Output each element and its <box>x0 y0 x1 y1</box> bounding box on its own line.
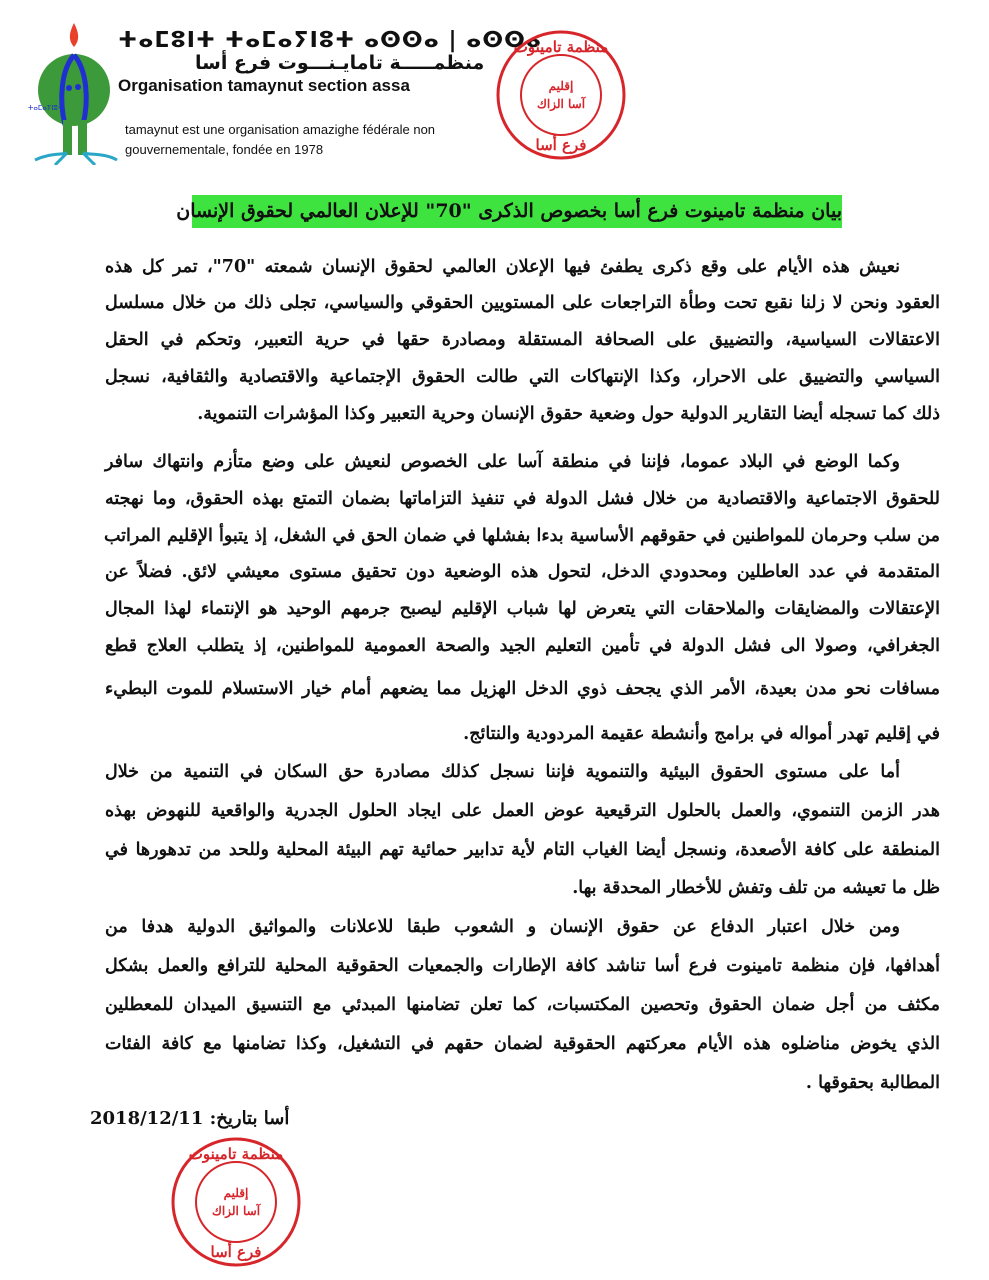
svg-text:منظمة تامينوت: منظمة تامينوت <box>513 38 609 56</box>
body-line: هدر الزمن التنموي، والعمل بالحلول الترقيعية عوض العمل على ايجاد الحلول الجدرية والواقعية للنهوض بهذه <box>105 801 940 821</box>
date-line: أسا بتاريخ: 2018/12/11 <box>90 1108 290 1129</box>
svg-text:إقليم: إقليم <box>223 1186 249 1200</box>
body-line: ومن خلال اعتبار الدفاع عن حقوق الإنسان و الشعوب طبقا للاعلانات والمواثيق الدولية هدفا من <box>105 917 900 937</box>
body-line: أما على مستوى الحقوق البيئية والتنموية فإننا نسجل كذلك مصادرة حق السكان في التنمية من خلال <box>105 762 900 782</box>
body-line: الاعتقالات السياسية، والتضييق على الصحافة المستقلة ومصادرة حقها في حرية التعبير، وتحكم في الحقل <box>105 330 940 350</box>
body-line: الجغرافي، وصولا الى فشل الدولة في تأمين التعليم الجيد والصحة العمومية للمواطنين، إذ يتطلب العلاج قطع <box>105 636 940 656</box>
organisation-logo <box>25 15 125 165</box>
body-line: ظل ما تعيشه من تلف وتفش للأخطار المحدقة بها. <box>572 878 940 898</box>
svg-text:فرع أسا: فرع أسا <box>210 1243 262 1261</box>
body-line: مكثف من أجل ضمان الحقوق وتحصين المكتسبات، كما تعلن تضامنها المبدئي مع التنسيق الميدان للمعطلين <box>105 995 940 1015</box>
official-stamp-bottom <box>170 1135 302 1269</box>
body-line: نعيش هذه الأيام على وقع ذكرى يطفئ فيها الإعلان العالمي لحقوق الإنسان شمعته "70"، تمر كل هذه <box>105 257 901 277</box>
body-line: من سلب وحرمان للمواطنين في حقوقهم الأساسية بدءا بفشلها في ضمان الحق في الشغل، إذ يتبوأ الإقليم المراتب <box>103 526 940 546</box>
org-name-french: Organisation tamaynut section assa <box>118 76 410 95</box>
org-tagline: tamaynut est une organisation amazighe fédérale non gouvernementale, fondée en 1978 <box>125 122 436 157</box>
body-line: الذي يخوض مناضلوه هذه الأيام معركتهم الحقوقية لضمان حقهم في التشغيل، وكذا تضامنها مع كافة الفئات <box>105 1034 940 1054</box>
body-line: وكما الوضع في البلاد عموما، فإننا في منطقة آسا على الخصوص لنعيش على وضع متأزم وانتهاك سافر <box>105 452 900 472</box>
svg-text:منظمة تامينوت: منظمة تامينوت <box>188 1145 284 1163</box>
body-line: العقود ونحن لا زلنا نقبع تحت وطأة التراجعات على المستويين الحقوقي والسياسي، تجلى ذلك من خلال مسلسل <box>105 293 940 313</box>
svg-text:آسا الزاك: آسا الزاك <box>536 97 586 111</box>
svg-text:ⵜⴰⵎⴰⵢⵏⵓⵜ: ⵜⴰⵎⴰⵢⵏⵓⵜ <box>28 104 64 112</box>
body-line: أهدافها، فإن منظمة تامينوت فرع أسا تناشد كافة الإطارات والجمعيات الحقوقية المحلية للترافع والعمل بشكل <box>105 956 940 976</box>
svg-text:إقليم: إقليم <box>548 79 574 93</box>
body-line: ذلك كما تسجله أيضا التقارير الدولية حول وضعية حقوق الإنسان وحرية التعبير وكذا المؤشرات التنموية. <box>197 404 940 424</box>
body-line: المتقدمة في عدد العاطلين ومحدودي الدخل، لتحول هذه الوضعية دون تحقيق مستوى معيشي لائق. فضلاً عن <box>105 562 940 582</box>
body-line: مسافات نحو مدن بعيدة، الأمر الذي يجحف ذوي الدخل الهزيل مما يضعهم أمام خيار الاستسلام للموت البطيء <box>105 679 940 699</box>
body-line: في إقليم تهدر أمواله في برامج وأنشطة عقيمة المردودية والنتائج. <box>463 724 940 744</box>
org-name-arabic: منظمـــــة تامايـنـــوت فرع أسا <box>195 52 485 74</box>
svg-text:آسا الزاك: آسا الزاك <box>211 1204 261 1218</box>
body-line: السياسي والتضييق على الاحرار، وكذا الإنتهاكات التي طالت الحقوق الإجتماعية والاقتصادية والثقافية، نسجل <box>105 367 940 387</box>
body-line: الإعتقالات والمضايقات والملاحقات التي يتعرض لها شباب الإقليم ليصبح جرمهم الوحيد هو الإنتماء لهذا المجال <box>105 599 940 619</box>
body-line: للحقوق الاجتماعية والاقتصادية من خلال فشل الدولة في تنفيذ التزاماتها بضمان التمتع بهذه الحقوق، وما نهجته <box>105 489 940 509</box>
statement-title: بيان منظمة تامينوت فرع أسا بخصوص الذكرى "70" للإعلان العالمي لحقوق الإنسان <box>192 195 842 228</box>
body-line: المنطقة على كافة الأصعدة، ونسجل أيضا الغياب التام لأية تدابير حمائية تهم البيئة المحلية وللحد من تدهورها في <box>105 840 940 860</box>
body-line: المطالبة بحقوقها . <box>805 1073 940 1093</box>
svg-text:فرع أسا: فرع أسا <box>535 136 587 154</box>
official-stamp-top <box>495 28 627 162</box>
org-name-tifinagh: ⵜⴰⵎⵓⵏⵜ ⵜⴰⵎⴰⵢⵏⵓⵜ ⴰⵙⵙⴰ | ⴰⵙⵙⴰ <box>118 28 542 53</box>
